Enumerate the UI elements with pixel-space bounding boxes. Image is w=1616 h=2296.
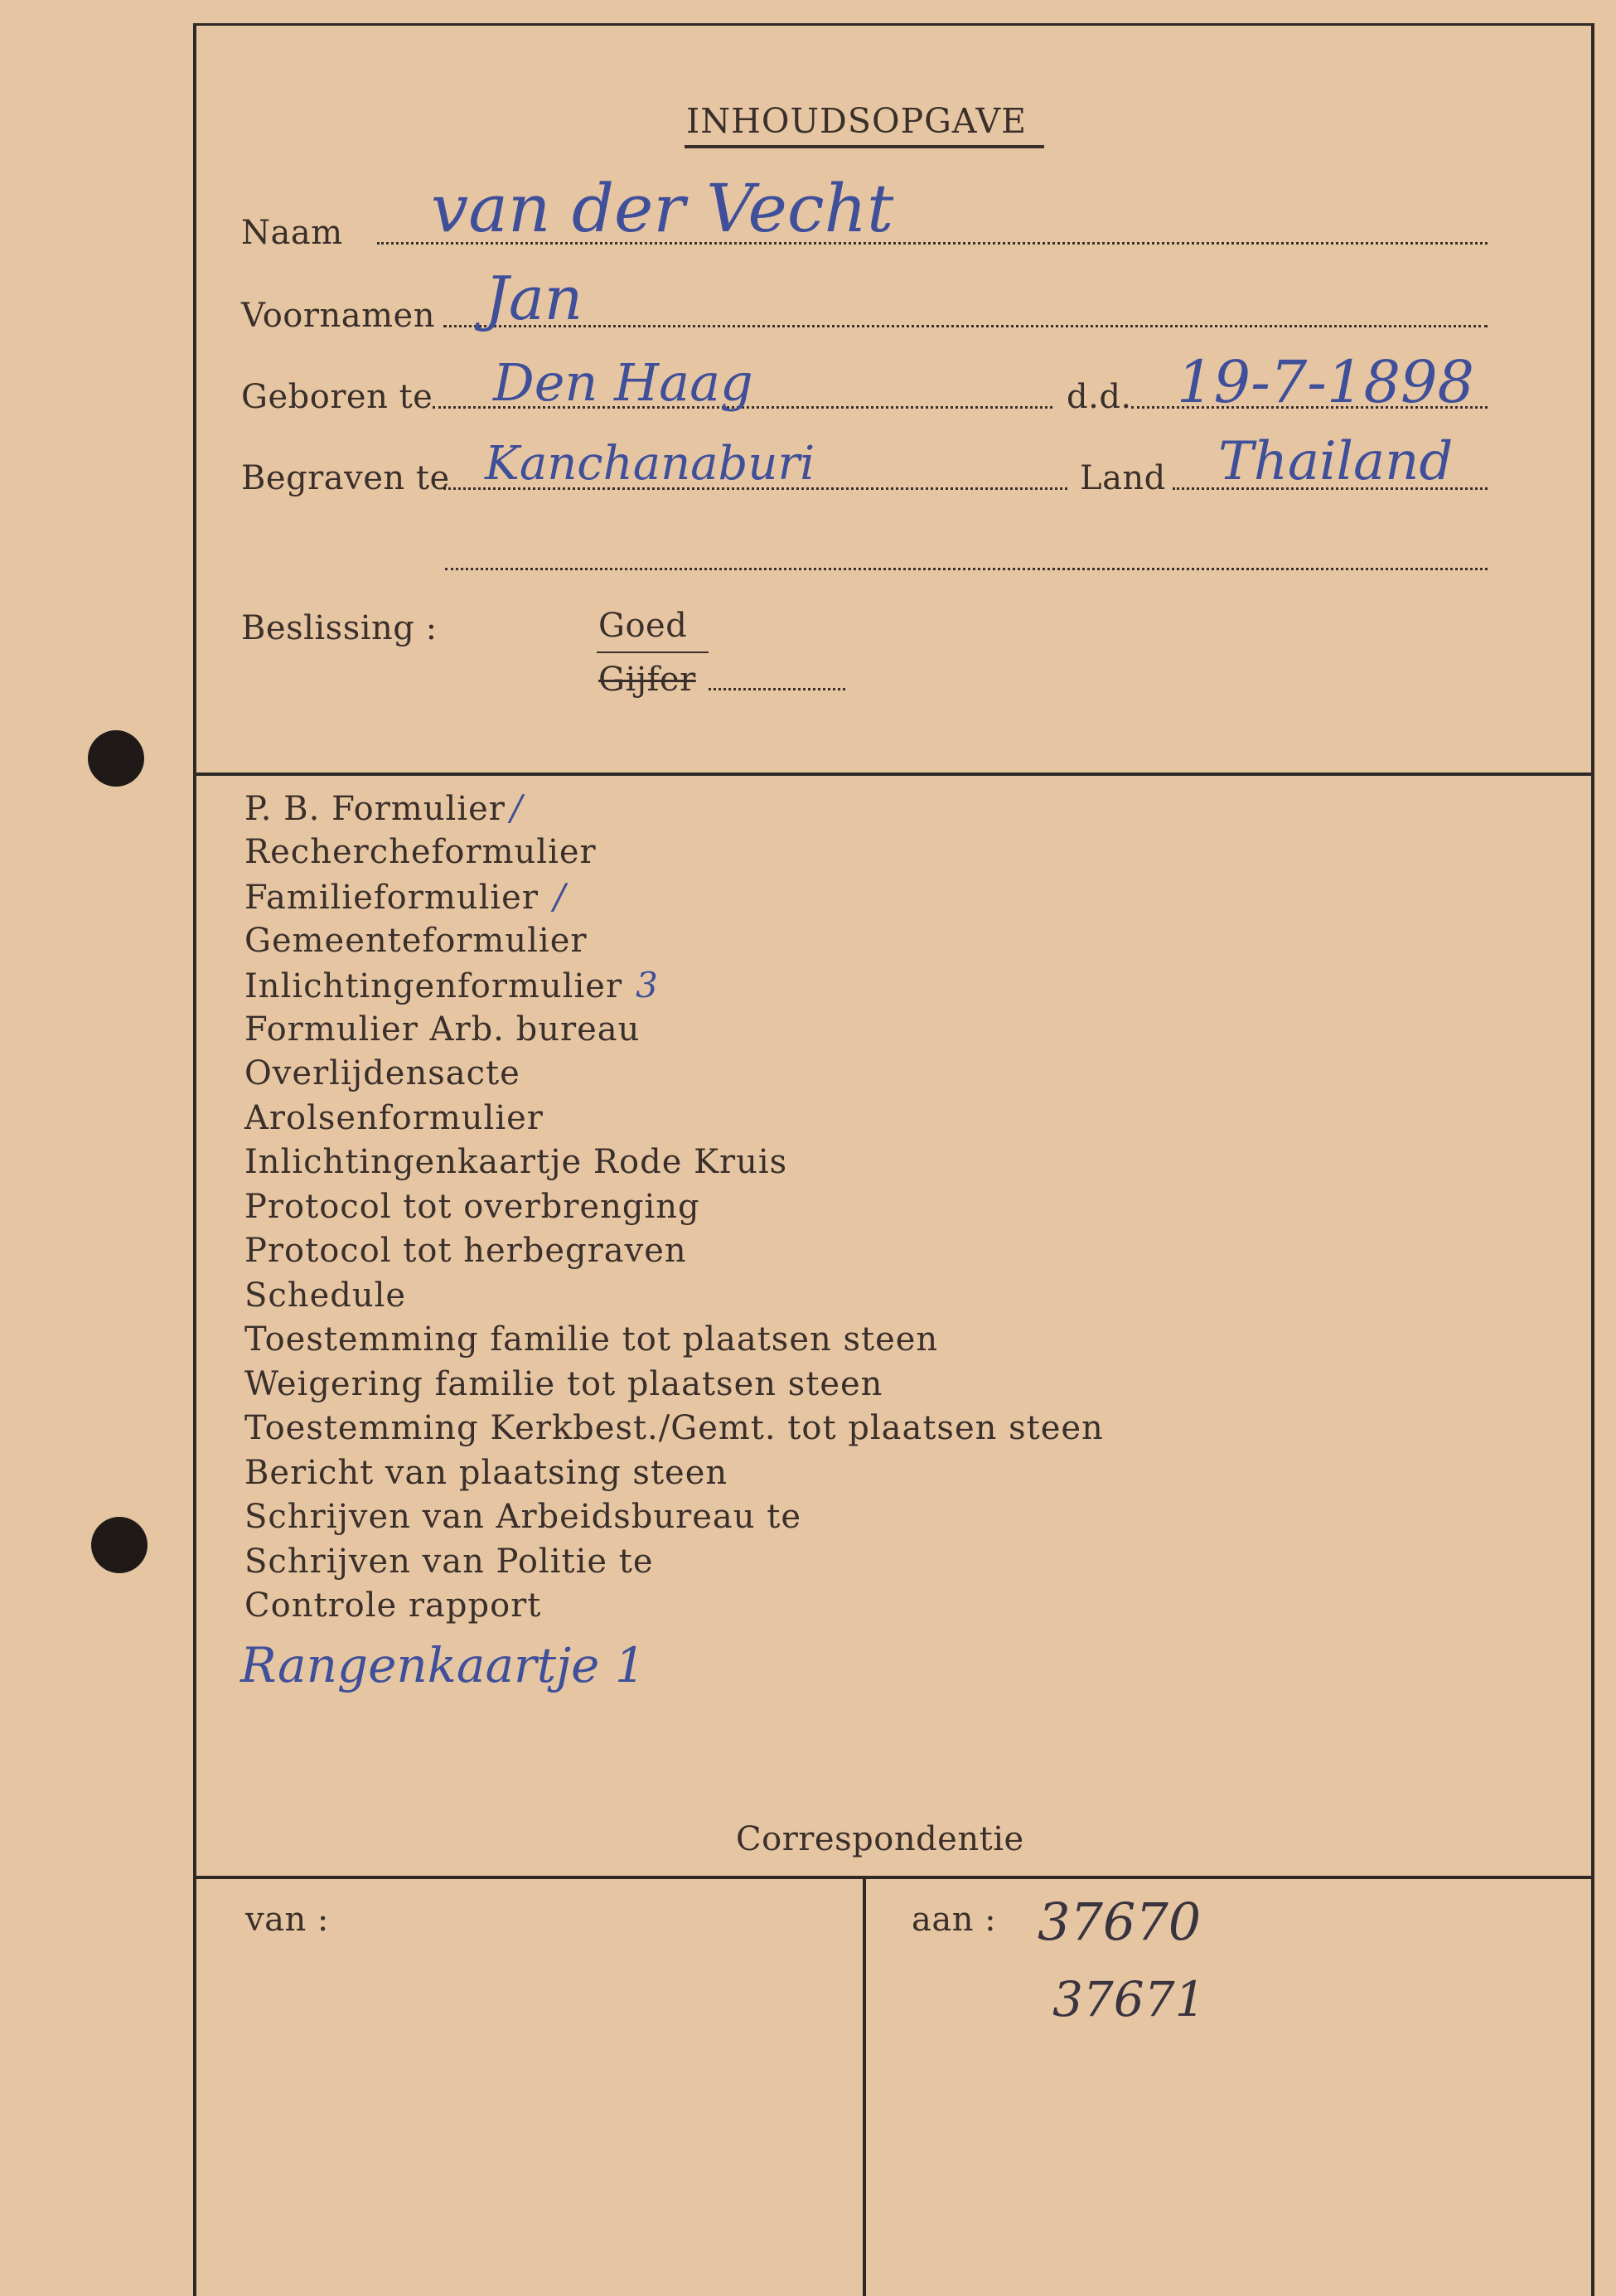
handwritten-extra-entry: Rangenkaartje 1: [240, 1637, 646, 1693]
naam-label: Naam: [241, 214, 343, 252]
correspondence-divider-line: [196, 1876, 1594, 1879]
list-item: Schedule: [244, 1276, 407, 1315]
list-item: Inlichtingenkaartje Rode Kruis: [244, 1143, 788, 1181]
geboren-date-label: d.d.: [1067, 378, 1132, 416]
list-item: Toestemming familie tot plaatsen steen: [244, 1320, 939, 1359]
land-value: Thailand: [1218, 431, 1454, 492]
list-item-mark: 3: [636, 965, 659, 1005]
list-item: Schrijven van Arbeidsbureau te: [244, 1498, 801, 1536]
list-item: Controle rapport: [244, 1586, 542, 1625]
geboren-value: Den Haag: [493, 352, 753, 413]
list-item: Schrijven van Politie te: [244, 1542, 654, 1581]
list-item-mark: /: [510, 787, 524, 828]
naam-value: van der Vecht: [431, 170, 894, 247]
top-border-line: [193, 23, 1594, 26]
correspondentie-title: Correspondentie: [736, 1820, 1024, 1858]
list-item: P. B. Formulier /: [244, 787, 524, 828]
van-label: van :: [245, 1901, 329, 1939]
punch-hole-top: [88, 730, 144, 787]
left-margin-line: [193, 23, 196, 2296]
list-item: Familieformulier /: [244, 876, 567, 917]
list-item: Gemeenteformulier: [244, 921, 588, 960]
beslissing-option-gijfer: Gijfer: [598, 661, 696, 699]
aan-value-2: 37671: [1052, 1971, 1206, 2027]
section-divider-line: [196, 773, 1594, 776]
page-title: INHOUDSOPGAVE: [686, 101, 1028, 141]
punch-hole-bottom: [91, 1517, 148, 1573]
list-item-mark: /: [553, 876, 567, 917]
title-underline: [685, 145, 1044, 148]
list-item: Overlijdensacte: [244, 1054, 520, 1092]
geboren-label: Geboren te: [241, 378, 433, 416]
right-border-line: [1591, 23, 1594, 2296]
beslissing-label: Beslissing :: [241, 609, 438, 647]
beslissing-option-goed: Goed: [598, 607, 688, 645]
aan-label: aan :: [912, 1901, 997, 1939]
list-item: Protocol tot overbrenging: [244, 1187, 700, 1226]
document-checklist: [244, 786, 1104, 1629]
begraven-value: Kanchanaburi: [485, 437, 815, 491]
list-item: Rechercheformulier: [244, 832, 597, 871]
voornamen-label: Voornamen: [241, 297, 435, 335]
voornamen-dotted-line: [443, 325, 1488, 327]
gijfer-dotted-line: [709, 688, 845, 690]
list-item: Inlichtingenformulier 3: [244, 965, 659, 1005]
blank-dotted-line: [445, 568, 1488, 570]
list-item: Formulier Arb. bureau: [244, 1010, 641, 1049]
list-item: Arolsenformulier: [244, 1098, 544, 1137]
land-label: Land: [1080, 459, 1166, 497]
list-item: Bericht van plaatsing steen: [244, 1453, 728, 1492]
list-item: Weigering familie tot plaatsen steen: [244, 1364, 883, 1403]
geboren-date-value: 19-7-1898: [1177, 348, 1475, 416]
voornamen-value: Jan: [485, 264, 583, 333]
correspondence-column-line: [863, 1877, 866, 2296]
aan-value-1: 37670: [1038, 1892, 1202, 1952]
goed-underline: [597, 652, 709, 653]
list-item: Protocol tot herbegraven: [244, 1232, 687, 1270]
begraven-label: Begraven te: [241, 459, 450, 497]
list-item: Toestemming Kerkbest./Gemt. tot plaatsen steen: [244, 1409, 1104, 1447]
